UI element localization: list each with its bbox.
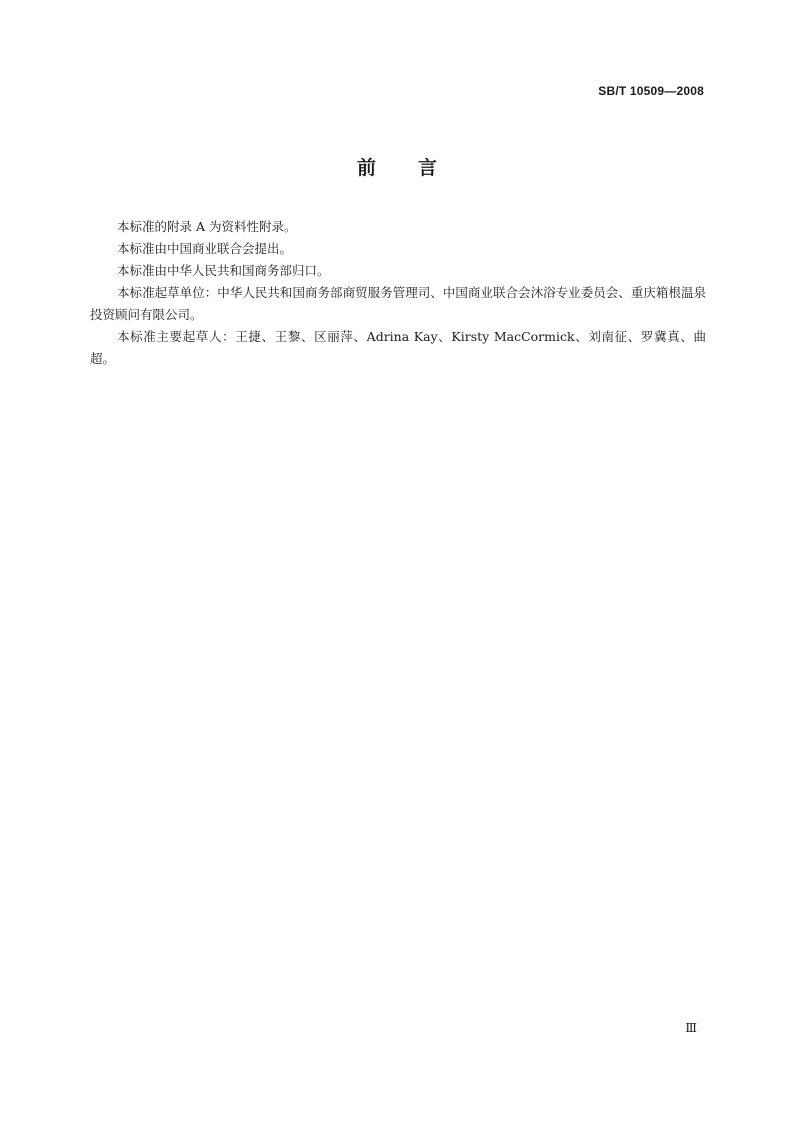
foreword-body — [90, 216, 706, 370]
paragraph-drafting-units: 本标准起草单位：中华人民共和国商务部商贸服务管理司、中国商业联合会沐浴专业委员会、重庆箱根温泉投资顾问有限公司。 — [90, 285, 706, 322]
standard-code: SB/T 10509—2008 — [598, 84, 704, 98]
page-number: Ⅲ — [685, 1021, 696, 1035]
paragraph-drafters: 本标准主要起草人：王捷、王黎、区丽萍、Adrina Kay、Kirsty MacCormick、刘南征、罗冀真、曲超。 — [90, 329, 706, 366]
paragraph-proposer: 本标准由中国商业联合会提出。 — [117, 241, 293, 256]
paragraph-appendix: 本标准的附录 A 为资料性附录。 — [117, 219, 297, 234]
page-title: 前言 — [356, 157, 479, 179]
paragraph-administrator: 本标准由中华人民共和国商务部归口。 — [117, 263, 330, 278]
